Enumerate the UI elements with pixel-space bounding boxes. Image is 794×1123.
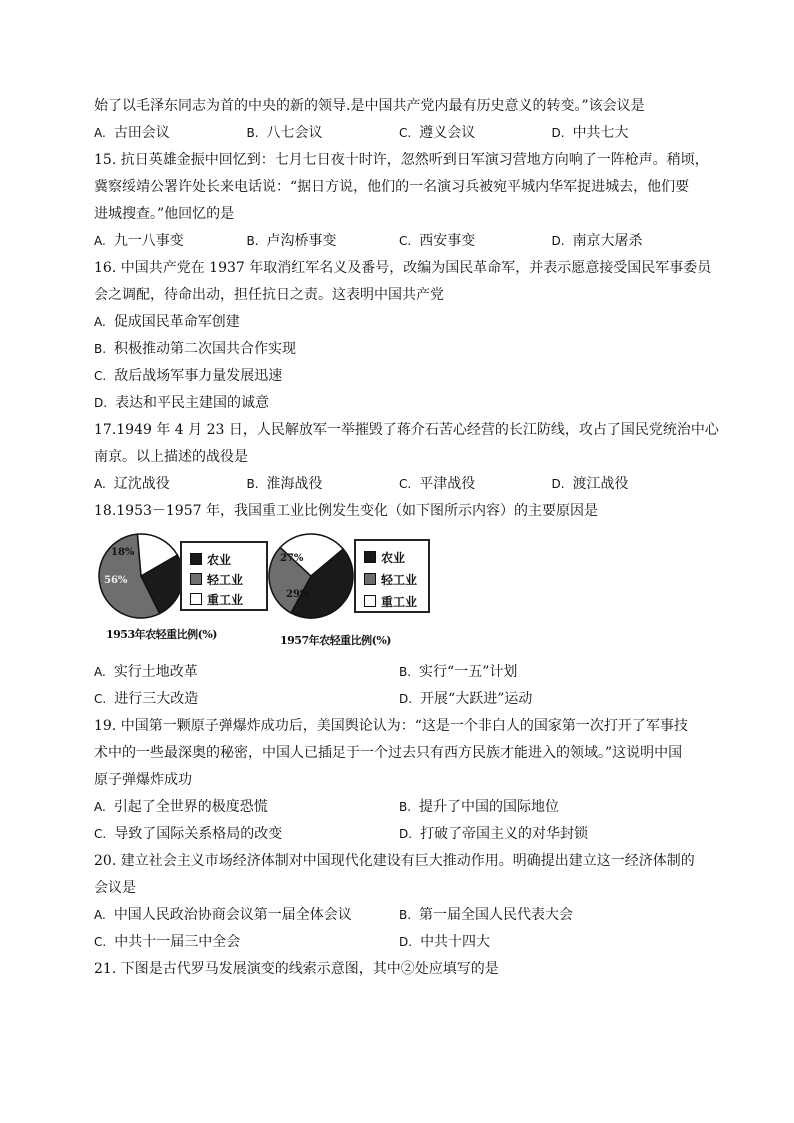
q18-pie-figure [94,527,704,659]
q19-stem-line: 术中的一些最深奥的秘密，中国人已插足于一个过去只有西方民族才能进入的领域。”这说明中国 [94,745,683,761]
q20-option-b[interactable] [399,902,704,929]
option-text: 中国人民政治协商会议第一届全体会议 [113,907,352,923]
option-letter: D. [551,126,565,140]
option-text: 引起了全世界的极度恐慌 [113,799,268,815]
q15-options [94,228,704,255]
option-letter: A. [94,315,106,329]
option-text: 辽沈战役 [113,476,170,492]
q18-option-a[interactable] [94,659,399,686]
legend-swatch [190,593,202,605]
q21-stem-line: 21. 下图是古代罗马发展演变的线索示意图，其中②处应填写的是 [94,961,499,977]
q19-stem-line: 原子弹爆炸成功 [94,772,192,788]
q16-option-a[interactable] [94,309,704,336]
q17-option-a[interactable] [94,471,247,498]
q20-option-c[interactable] [94,929,399,956]
pie-chart-1957 [266,527,436,659]
q18-option-c[interactable] [94,686,399,713]
legend-1957 [354,539,430,613]
option-letter: A. [94,908,106,922]
option-text: 古田会议 [113,125,170,141]
option-text: 南京大屠杀 [572,233,643,249]
option-text: 平津战役 [419,476,476,492]
option-letter: D. [399,692,413,706]
option-text: 八七会议 [266,125,323,141]
q17-option-c[interactable] [399,471,552,498]
exam-page [94,93,719,983]
q15-stem-line: 冀察绥靖公署许处长来电话说：“据日方说，他们的一名演习兵被宛平城内华军捉进城去，他们要 [94,179,690,195]
option-letter: D. [399,827,413,841]
option-letter: C. [94,692,107,706]
option-text: 第一届全国人民代表大会 [419,907,574,923]
legend-label: 重工业 [207,593,244,607]
q15-stem-line: 15. 抗日英雄金振中回忆到：七月七日夜十时许，忽然听到日军演习营地方向响了一阵枪声。稍顷， [94,152,709,168]
option-text: 打破了帝国主义的对华封锁 [420,826,589,842]
legend-swatch [364,573,376,585]
option-text: 中共十一届三中全会 [114,934,241,950]
option-letter: D. [94,396,108,410]
q16-option-d[interactable] [94,390,704,417]
option-text: 渡江战役 [572,476,629,492]
option-letter: D. [551,234,565,248]
q15-option-d[interactable] [552,228,705,255]
q14-stem-tail: 始了以毛泽东同志为首的中央的新的领导.是中国共产党内最有历史意义的转变。”该会议是 [94,98,645,114]
option-text: 积极推动第二次国共合作实现 [114,341,297,357]
legend-swatch [364,595,376,607]
q15-stem-line: 进城搜查。”他回忆的是 [94,206,235,222]
q18-stem-line: 18.1953－1957 年，我国重工业比例发生变化（如下图所示内容）的主要原因是 [94,503,598,519]
legend-label: 轻工业 [381,573,418,587]
legend-label: 轻工业 [207,573,244,587]
option-letter: A. [94,234,106,248]
q19-option-d[interactable] [399,821,704,848]
pie-caption-1953: 1953年农轻重比例(%) [106,628,217,641]
legend-swatch [364,551,376,563]
option-letter: B. [246,477,259,491]
q14-option-c[interactable] [399,120,552,147]
option-letter: B. [399,800,412,814]
option-text: 导致了国际关系格局的改变 [114,826,283,842]
q20-options-row1 [94,902,704,929]
q17-stem-line: 17.1949 年 4 月 23 日，人民解放军一举摧毁了蒋介石苦心经营的长江防线，攻占了国民党统治中心 [94,422,719,438]
q17-option-d[interactable] [552,471,705,498]
option-letter: C. [94,827,107,841]
option-text: 实行土地改革 [113,664,198,680]
q19-options-row1 [94,794,704,821]
option-letter: B. [399,665,412,679]
option-text: 表达和平民主建国的诚意 [115,395,270,411]
option-text: 促成国民革命军创建 [113,314,240,330]
option-text: 西安事变 [419,233,476,249]
option-text: 中共七大 [572,125,629,141]
q19-option-c[interactable] [94,821,399,848]
q15-option-c[interactable] [399,228,552,255]
option-letter: C. [94,935,107,949]
legend-label: 重工业 [381,595,418,609]
option-text: 卢沟桥事变 [266,233,337,249]
legend-label: 农业 [381,551,406,565]
q19-option-b[interactable] [399,794,704,821]
option-text: 九一八事变 [113,233,184,249]
q16-option-b[interactable] [94,336,704,363]
q19-option-a[interactable] [94,794,399,821]
option-text: 进行三大改造 [114,691,199,707]
pie-label-heavy: 18% [111,547,135,558]
option-text: 中共十四大 [420,934,491,950]
option-letter: A. [94,665,106,679]
q17-options [94,471,704,498]
q18-options-row1 [94,659,704,686]
q20-option-a[interactable] [94,902,399,929]
q15-option-a[interactable] [94,228,247,255]
q20-option-d[interactable] [399,929,704,956]
legend-item-heavy-industry [190,587,243,614]
q16-stem-line: 16. 中国共产党在 1937 年取消红军名义及番号，改编为国民革命军，并表示愿意接受国民军事委员 [94,260,712,276]
option-letter: D. [551,477,565,491]
option-letter: C. [399,477,412,491]
option-letter: B. [94,342,107,356]
option-letter: C. [399,126,412,140]
legend-label: 农业 [207,553,232,567]
legend-swatch [190,553,202,565]
option-text: 提升了中国的国际地位 [419,799,560,815]
option-letter: C. [399,234,412,248]
option-text: 淮海战役 [266,476,323,492]
q18-options-row2 [94,686,704,713]
q14-options [94,120,704,147]
q14-option-a[interactable] [94,120,247,147]
pie-caption-1957: 1957年农轻重比例(%) [280,634,391,647]
q14-option-b[interactable] [247,120,400,147]
pie-label-light: 56% [104,575,128,586]
q15-option-b[interactable] [247,228,400,255]
option-letter: A. [94,126,106,140]
option-text: 开展“大跃进”运动 [420,691,533,707]
option-text: 敌后战场军事力量发展迅速 [114,368,283,384]
option-text: 遵义会议 [419,125,476,141]
q19-options-row2 [94,821,704,848]
q20-stem-line: 20. 建立社会主义市场经济体制对中国现代化建设有巨大推动作用。明确提出建立这一经济体制的 [94,853,695,869]
pie-label-light: 29% [286,589,310,600]
q16-stem-line: 会之调配，待命出动，担任抗日之责。这表明中国共产党 [94,287,444,303]
option-letter: B. [246,126,259,140]
q17-option-b[interactable] [247,471,400,498]
option-letter: A. [94,477,106,491]
q18-option-d[interactable] [399,686,704,713]
option-letter: C. [94,369,107,383]
q19-stem-line: 19. 中国第一颗原子弹爆炸成功后，美国舆论认为：“这是一个非白人的国家第一次打开了军事技 [94,718,688,734]
option-letter: D. [399,935,413,949]
q20-options-row2 [94,929,704,956]
option-letter: B. [246,234,259,248]
option-text: 实行“一五”计划 [419,664,518,680]
q17-stem-line: 南京。以上描述的战役是 [94,449,248,465]
legend-swatch [190,573,202,585]
q16-option-c[interactable] [94,363,704,390]
q18-option-b[interactable] [399,659,704,686]
legend-item-heavy-industry [364,589,417,616]
q14-option-d[interactable] [552,120,705,147]
pie-chart-1953 [96,527,266,659]
option-letter: B. [399,908,412,922]
q20-stem-line: 会议是 [94,880,136,896]
option-letter: A. [94,800,106,814]
pie-label-heavy: 27% [280,553,304,564]
legend-1953 [180,541,268,611]
